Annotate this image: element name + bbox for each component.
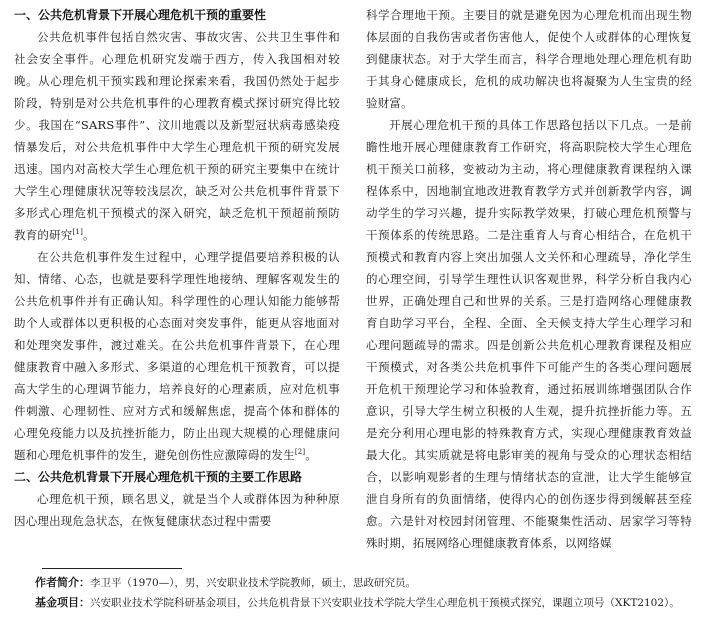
left-paragraph-1-end: 。 — [83, 228, 95, 242]
left-paragraph-1 — [14, 26, 340, 246]
left-paragraph-3: 心理危机干预，顾名思义，就是当个人或群体因为种种原因心理出现危急状态，在恢复健康状态过程中需要 — [14, 492, 340, 528]
author-label: 作者简介： — [35, 576, 90, 589]
left-column — [14, 4, 340, 532]
citation-2: [2] — [294, 448, 306, 457]
left-paragraph-2-text: 在公共危机事件发生过程中，心理学提倡要培养积极的认知、情绪、心态，也就是要科学理性地接纳、理解客观发生的公共危机事件并有正确认知。科学理性的心理认知能力能够帮助个人或群体以更积极的心态面对突发事件，能更从容地面对和处理突发事件，渡过难关。在公共危机事件背景下，在心理健康教育中融入多形式、多渠道的心理危机干预教育，可以提高大学生的心理调节能力，培养良好的心理素质，应对危机事件刺激、心理韧性、应对方式和缓解焦虑，提高个体和群体的心理免疫能力以及抗挫折能力，防止出现大规模的心理健康问题和心理危机事件的发生，避免创伤性应激障碍的发生 — [14, 250, 340, 462]
footnote-divider — [42, 568, 182, 569]
fund-label: 基金项目： — [35, 596, 90, 609]
right-paragraph-2: 开展心理危机干预的具体工作思路包括以下几点。一是前瞻性地开展心理健康教育工作研究，将高职院校大学生心理危机干预关口前移，变被动为主动，将心理健康教育课程纳入课程体系中，因地制宜地改进教育教学方式并创新教学内容，调动学生的学习兴趣，提升实际教学效果，打破心理危机预警与干预体系的传统思路。二是注重育人与育心相结合，在危机干预模式和教育内容上突出加强人文关怀和心理疏导，净化学生的心理空间，引导学生理性认识客观世界，科学分析自我内心世界，正确处理自己和世界的关系。三是打造网络心理健康教育自助学习平台，全程、全面、全天候支持大学生心理学习和心理问题疏导的需求。四是创新公共危机心理教育课程及相应干预模式，对各类公共危机事件下可能产生的各类心理问题展开危机干预理论学习和体验教育，通过拓展训练增强团队合作意识，引导大学生树立积极的人生观，提升抗挫折能力等。五是充分利用心理电影的特殊教育方式，实现心理健康教育效益最大化。其实质就是将电影审美的视角与受众的心理状态相结合，以影响观影者的生理与情绪状态的宣泄，让大学生能够宣泄自身所有的负面情绪，使得内心的创伤逐步得到缓解甚至痊愈。六是针对校园封闭管理、不能聚集性活动、居家学习等特殊时期，拓展网络心理健康教育体系，以网络媒 — [366, 118, 692, 550]
right-column — [366, 4, 692, 554]
left-paragraph-1-text: 公共危机事件包括自然灾害、事故灾害、公共卫生事件和社会安全事件。心理危机研究发端于西方，传入我国相对较晚。从心理危机干预实践和理论探索来看，我国仍然处于起步阶段，特别是对公共危机事件的心理教育模式探讨研究得比较少。我国在“SARS事件”、汶川地震以及新型冠状病毒感染疫情暴发后，对公共危机事件中大学生心理危机干预的研究发展迅速。国内对高校大学生心理危机干预的研究主要集中在统计大学生心理健康状况等较浅层次，缺乏对公共危机事件背景下多形式心理危机干预模式的深入研究，缺乏危机干预超前预防教育的研究 — [14, 30, 340, 242]
footnotes — [14, 573, 694, 613]
author-text: 李卫平（1970—），男，兴安职业技术学院教师，硕士，思政研究员。 — [90, 577, 416, 589]
fund-note — [14, 593, 694, 613]
right-paragraph-1: 科学合理地干预。主要目的就是避免因为心理危机而出现生物体层面的自我伤害或者伤害他人，促使个人或群体的心理恢复到健康状态。对于大学生而言，科学合理地处理心理危机有助于其身心健康成长，危机的成功解决也将凝聚为人生宝贵的经验财富。 — [366, 8, 692, 110]
section-heading-2: 二、公共危机背景下开展心理危机干预的主要工作思路 — [14, 470, 303, 484]
author-note — [14, 573, 694, 593]
left-paragraph-2 — [14, 246, 340, 466]
section-heading-1: 一、公共危机背景下开展心理危机干预的重要性 — [14, 8, 267, 22]
citation-1: [1] — [72, 228, 84, 237]
left-paragraph-2-end: 。 — [305, 448, 318, 462]
fund-text: 兴安职业技术学院科研基金项目，公共危机背景下兴安职业技术学院大学生心理危机干预模式探究，课题立项号（XKT2102）。 — [90, 597, 680, 609]
